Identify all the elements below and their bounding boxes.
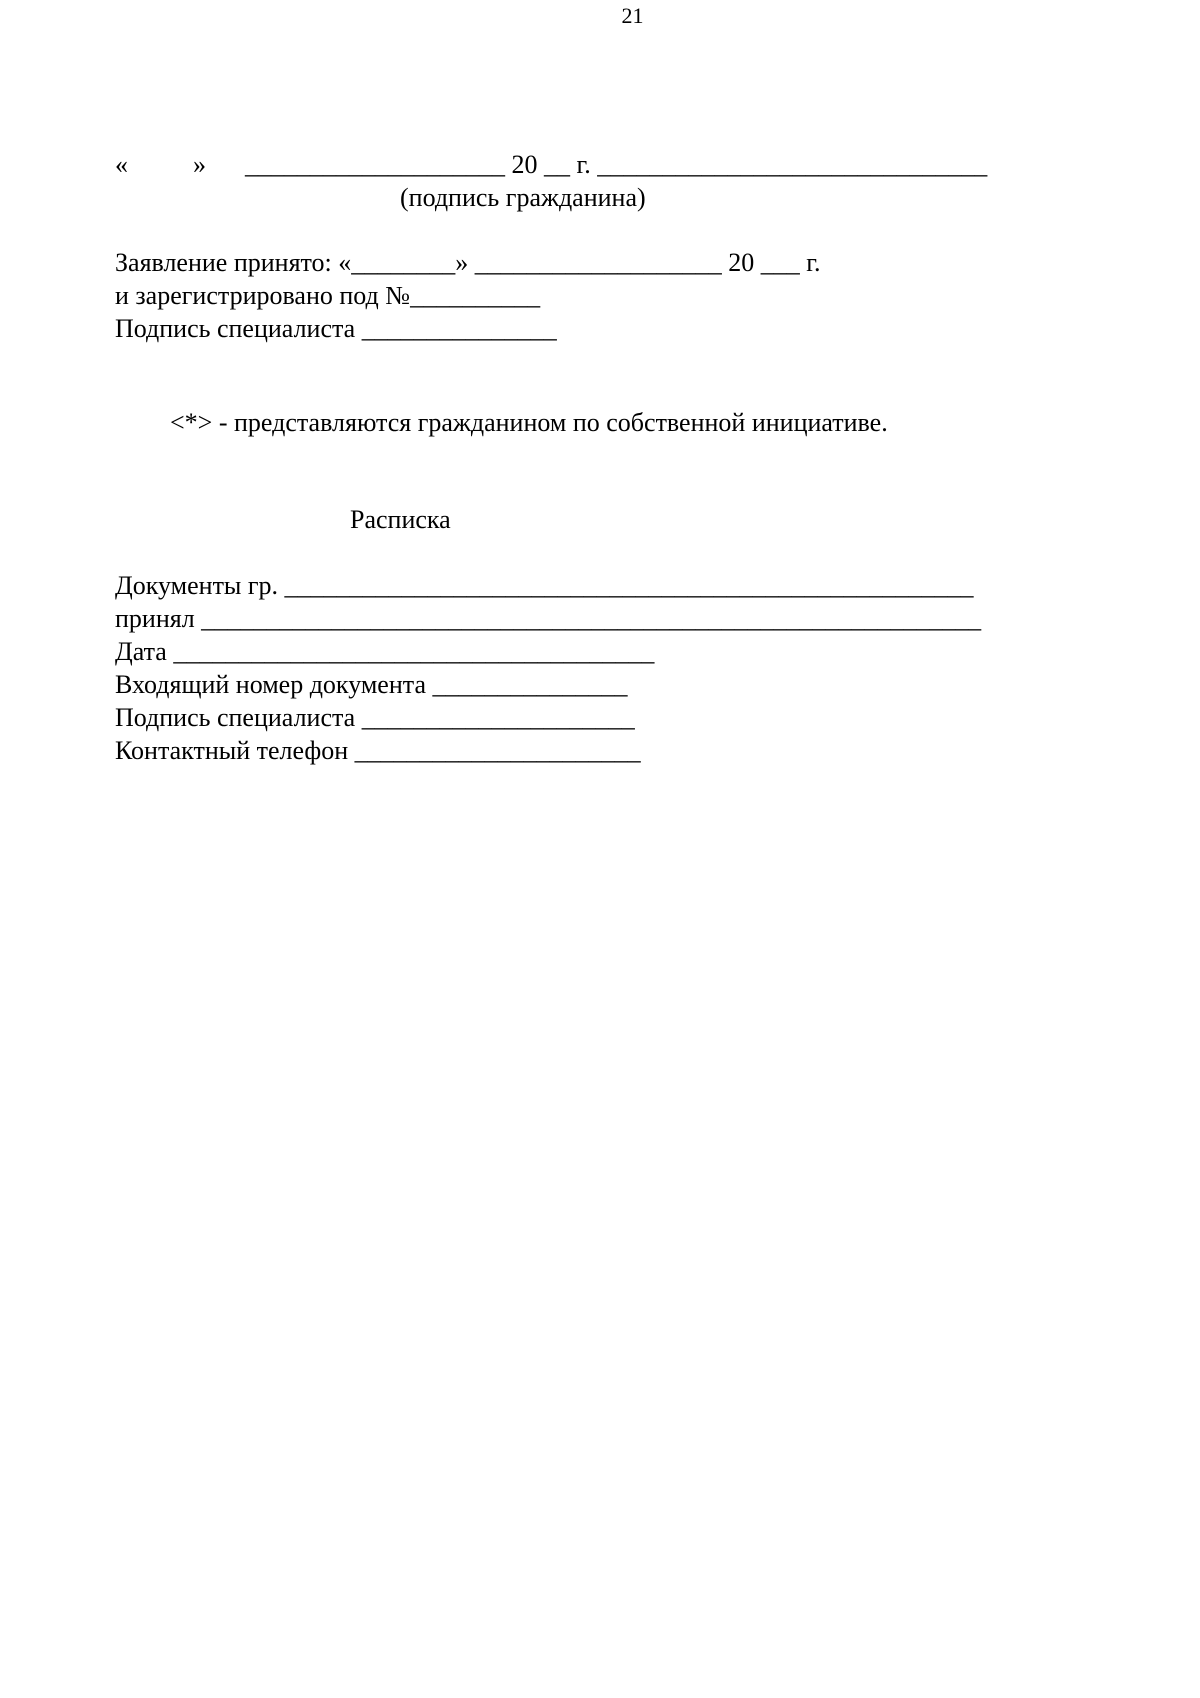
acceptance-registered-line: и зарегистрировано под №__________ bbox=[115, 281, 541, 310]
page-number: 21 bbox=[621, 3, 644, 28]
signature-caption: (подпись гражданина) bbox=[400, 183, 646, 212]
receipt-field-date: Дата _____________________________________ bbox=[115, 637, 655, 666]
receipt-field-accepted: принял ____________________________________________________________ bbox=[115, 604, 982, 633]
receipt-field-documents: Документы гр. _____________________________________________________ bbox=[115, 571, 974, 600]
receipt-field-contact-phone: Контактный телефон ______________________ bbox=[115, 736, 641, 765]
receipt-field-incoming-number: Входящий номер документа _______________ bbox=[115, 670, 628, 699]
signature-date-line: « » ____________________ 20 __ г. ______________________________ bbox=[115, 150, 988, 179]
acceptance-specialist-line: Подпись специалиста _______________ bbox=[115, 314, 557, 343]
receipt-field-specialist-signature: Подпись специалиста _____________________ bbox=[115, 703, 635, 732]
receipt-title: Расписка bbox=[350, 505, 451, 534]
acceptance-received-line: Заявление принято: «________» ___________________ 20 ___ г. bbox=[115, 248, 821, 277]
footnote: <*> - представляются гражданином по собственной инициативе. bbox=[170, 408, 888, 437]
